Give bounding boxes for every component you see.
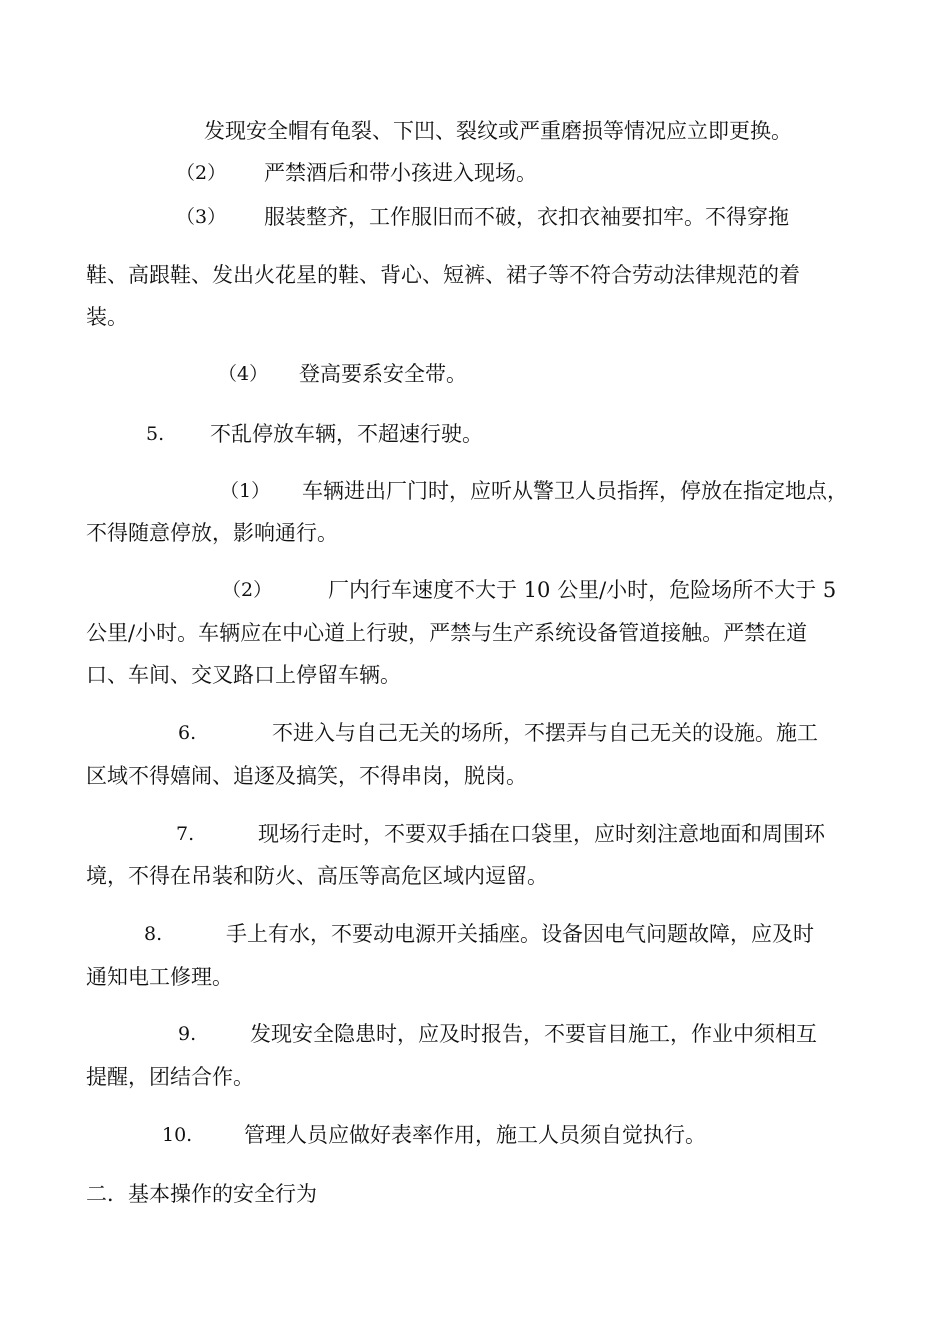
paragraph-line: 口、车间、交叉路口上停留车辆。 — [86, 663, 401, 687]
item-number: 9. — [178, 1023, 197, 1045]
paragraph-line: 不得随意停放，影响通行。 — [86, 521, 338, 545]
paragraph-line: 发现安全隐患时，应及时报告，不要盲目施工，作业中须相互 — [250, 1022, 817, 1046]
item-number: 8. — [144, 923, 163, 945]
paragraph-line: 装。 — [86, 305, 128, 329]
paragraph-line: 不乱停放车辆，不超速行驶。 — [210, 422, 483, 446]
paragraph-line: 发现安全帽有龟裂、下凹、裂纹或严重磨损等情况应立即更换。 — [204, 119, 792, 143]
paragraph-line: 厂内行车速度不大于 10 公里/小时，危险场所不大于 5 — [328, 578, 837, 602]
item-number: 10. — [162, 1124, 193, 1146]
item-number: （2） — [176, 162, 227, 184]
paragraph-line: 严禁酒后和带小孩进入现场。 — [264, 161, 537, 185]
paragraph-line: 区域不得嬉闹、追逐及搞笑，不得串岗，脱岗。 — [86, 764, 527, 788]
paragraph-line: 通知电工修理。 — [86, 965, 233, 989]
item-number: 6. — [178, 722, 197, 744]
paragraph-line: 现场行走时，不要双手插在口袋里，应时刻注意地面和周围环 — [258, 822, 825, 846]
paragraph-line: 服装整齐，工作服旧而不破，衣扣衣袖要扣牢。不得穿拖 — [264, 205, 789, 229]
item-number: （3） — [176, 206, 227, 228]
section-heading: 二．基本操作的安全行为 — [86, 1182, 317, 1206]
item-number: 7. — [176, 823, 195, 845]
paragraph-line: 登高要系安全带。 — [299, 362, 467, 386]
item-number: （1） — [220, 480, 271, 502]
paragraph-line: 境，不得在吊装和防火、高压等高危区域内逗留。 — [86, 864, 548, 888]
item-number: （2） — [222, 579, 273, 601]
item-number: 5. — [146, 423, 165, 445]
paragraph-line: 不进入与自己无关的场所，不摆弄与自己无关的设施。施工 — [272, 721, 818, 745]
paragraph-line: 提醒，团结合作。 — [86, 1065, 254, 1089]
paragraph-line: 手上有水，不要动电源开关插座。设备因电气问题故障，应及时 — [226, 922, 814, 946]
paragraph-line: 管理人员应做好表率作用，施工人员须自觉执行。 — [244, 1123, 706, 1147]
paragraph-line: 车辆进出厂门时，应听从警卫人员指挥，停放在指定地点， — [302, 479, 848, 503]
item-number: （4） — [218, 363, 269, 385]
paragraph-line: 公里/小时。车辆应在中心道上行驶，严禁与生产系统设备管道接触。严禁在道 — [86, 621, 808, 645]
paragraph-line: 鞋、高跟鞋、发出火花星的鞋、背心、短裤、裙子等不符合劳动法律规范的着 — [86, 263, 800, 287]
